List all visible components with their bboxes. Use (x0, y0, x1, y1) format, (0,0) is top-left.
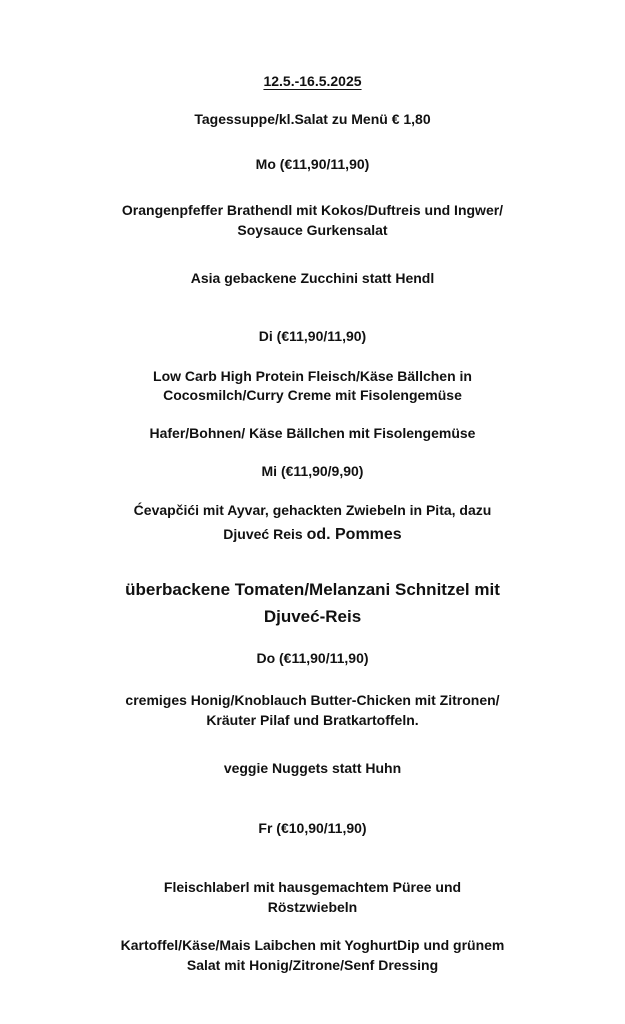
dish-do-main-line1: cremiges Honig/Knoblauch Butter-Chicken mit Zitronen/ (125, 692, 500, 708)
menu-date-range: 12.5.-16.5.2025 (263, 73, 362, 89)
day-heading-mo: Mo (€11,90/11,90) (255, 156, 370, 172)
dish-mi-veggie-line1: überbackene Tomaten/Melanzani Schnitzel mit (125, 580, 500, 599)
day-heading-do: Do (€11,90/11,90) (256, 650, 369, 666)
dish-do-veggie: veggie Nuggets statt Huhn (223, 760, 402, 776)
dish-do-main-line2: Kräuter Pilaf und Bratkartoffeln. (206, 712, 419, 728)
dish-mi-main-line2 (0, 524, 625, 545)
dish-mi-main-line2-rice: Djuveć Reis (223, 526, 303, 542)
dish-di-veggie: Hafer/Bohnen/ Käse Bällchen mit Fisolengemüse (149, 425, 476, 441)
day-heading-mi: Mi (€11,90/9,90) (261, 463, 364, 479)
dish-mi-main-line1: Ćevapčići mit Ayvar, gehackten Zwiebeln in Pita, dazu (133, 502, 492, 518)
dish-di-main-line1: Low Carb High Protein Fleisch/Käse Bällchen in (153, 368, 472, 384)
soup-salad-note: Tagessuppe/kl.Salat zu Menü € 1,80 (194, 111, 431, 127)
dish-fr-main-line1: Fleischlaberl mit hausgemachtem Püree und (163, 879, 462, 895)
dish-fr-main-line2: Röstzwiebeln (267, 899, 358, 915)
day-heading-di: Di (€11,90/11,90) (258, 328, 367, 344)
day-heading-fr: Fr (€10,90/11,90) (258, 820, 367, 836)
dish-mo-main-line2: Soysauce Gurkensalat (237, 222, 388, 238)
dish-di-main-line2: Cocosmilch/Curry Creme mit Fisolengemüse (163, 387, 462, 403)
dish-mi-veggie-line2: Djuveć-Reis (263, 607, 362, 626)
dish-mo-veggie: Asia gebackene Zucchini statt Hendl (190, 270, 435, 286)
dish-mi-main-line2-fries: od. Pommes (306, 526, 402, 543)
dish-fr-veggie-line2: Salat mit Honig/Zitrone/Senf Dressing (186, 957, 439, 973)
dish-mo-main-line1: Orangenpfeffer Brathendl mit Kokos/Duftreis und Ingwer/ (121, 202, 504, 218)
dish-fr-veggie-line1: Kartoffel/Käse/Mais Laibchen mit YoghurtDip und grünem (120, 937, 505, 953)
